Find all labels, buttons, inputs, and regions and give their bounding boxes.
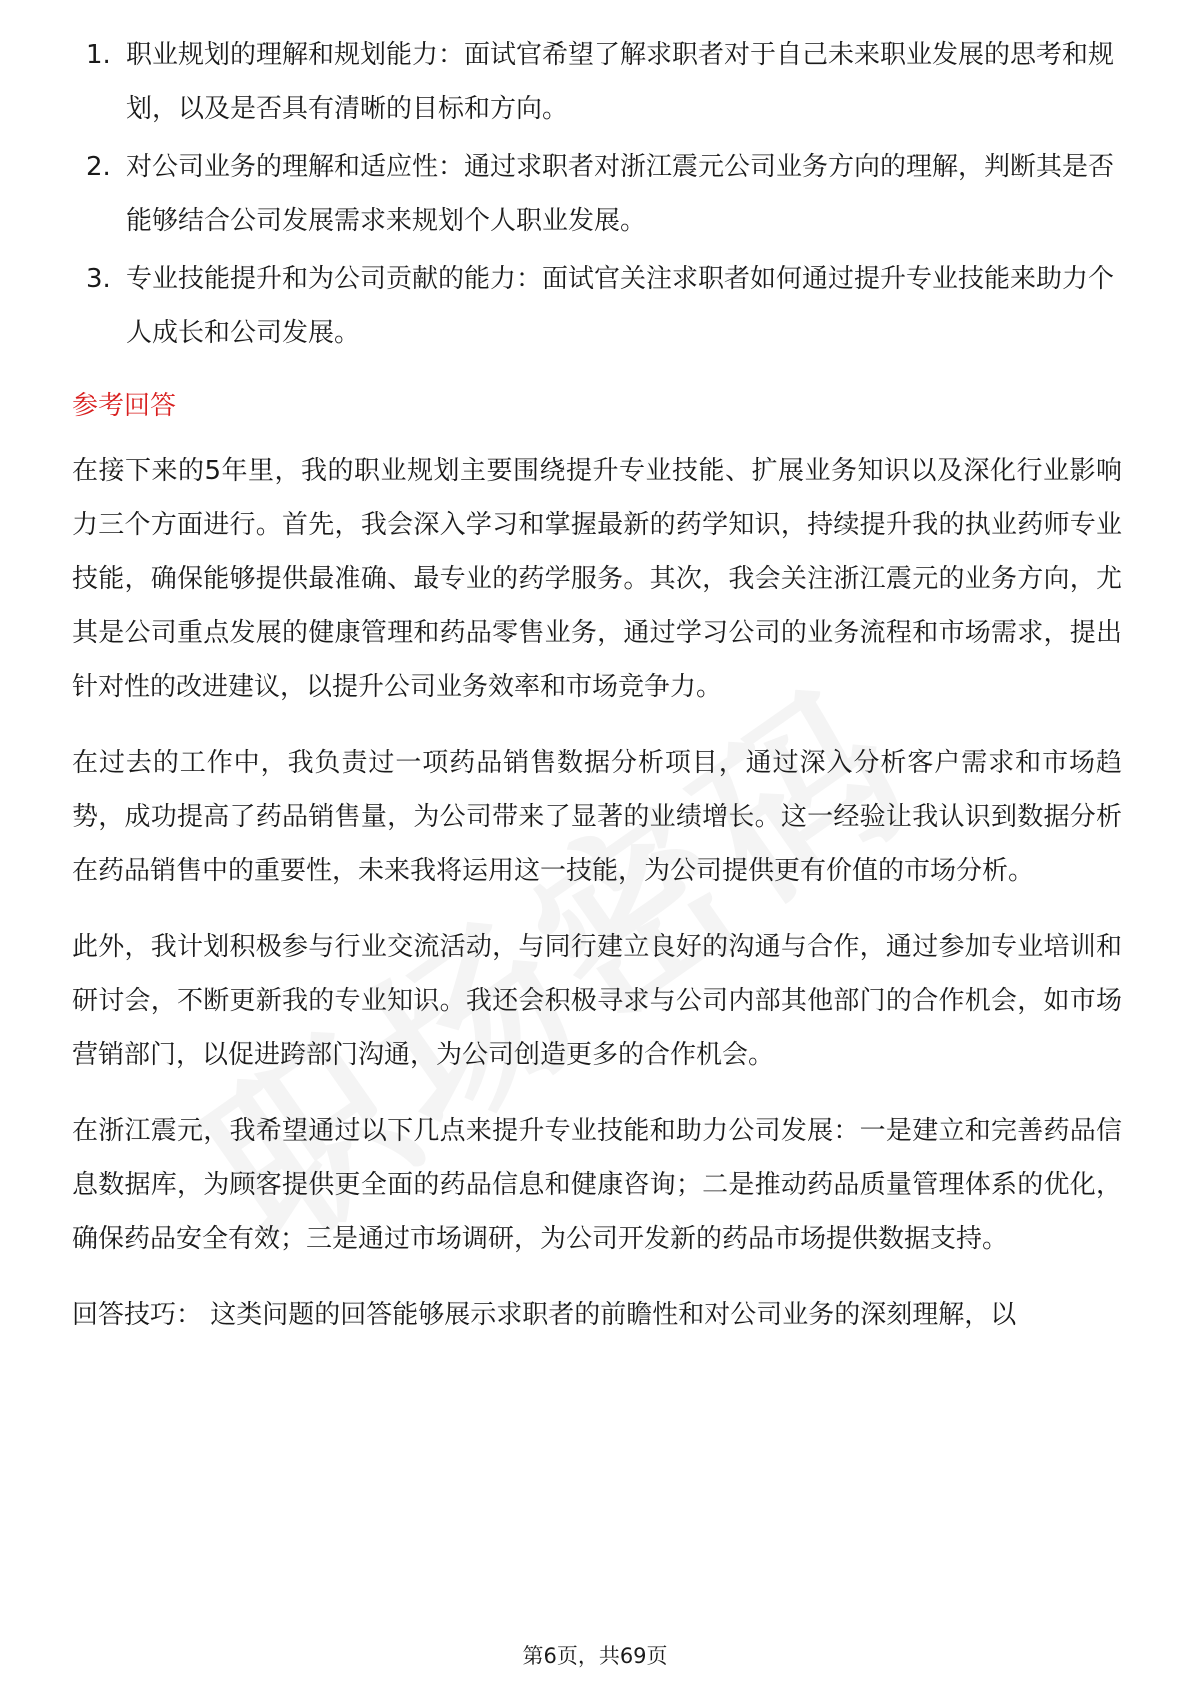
document-page xyxy=(72,28,1122,1342)
list-item-text: 专业技能提升和为公司贡献的能力：面试官关注求职者如何通过提升专业技能来助力个人成长和公司发展。 xyxy=(126,264,1115,348)
answer-tip: 回答技巧： 这类问题的回答能够展示求职者的前瞻性和对公司业务的深刻理解，以 xyxy=(72,1300,1017,1330)
list-item-text: 职业规划的理解和规划能力：面试官希望了解求职者对于自己未来职业发展的思考和规划，以及是否具有清晰的目标和方向。 xyxy=(126,40,1115,124)
answer-paragraph: 此外，我计划积极参与行业交流活动，与同行建立良好的沟通与合作，通过参加专业培训和研讨会，不断更新我的专业知识。我还会积极寻求与公司内部其他部门的合作机会，如市场营销部门，以促进跨部门沟通，为公司创造更多的合作机会。 xyxy=(72,932,1122,1070)
list-item xyxy=(72,28,1122,136)
evaluation-criteria-list xyxy=(72,28,1122,360)
list-number: 3. xyxy=(86,264,111,294)
answer-paragraph: 在浙江震元，我希望通过以下几点来提升专业技能和助力公司发展：一是建立和完善药品信息数据库，为顾客提供更全面的药品信息和健康咨询；二是推动药品质量管理体系的优化，确保药品安全有效；三是通过市场调研，为公司开发新的药品市场提供数据支持。 xyxy=(72,1116,1122,1254)
list-number: 2. xyxy=(86,152,111,182)
answer-paragraph: 在接下来的5年里，我的职业规划主要围绕提升专业技能、扩展业务知识以及深化行业影响力三个方面进行。首先，我会深入学习和掌握最新的药学知识，持续提升我的执业药师专业技能，确保能够提供最准确、最专业的药学服务。其次，我会关注浙江震元的业务方向，尤其是公司重点发展的健康管理和药品零售业务，通过学习公司的业务流程和市场需求，提出针对性的改进建议，以提升公司业务效率和市场竞争力。 xyxy=(72,456,1122,702)
answer-paragraph: 在过去的工作中，我负责过一项药品销售数据分析项目，通过深入分析客户需求和市场趋势，成功提高了药品销售量，为公司带来了显著的业绩增长。这一经验让我认识到数据分析在药品销售中的重要性，未来我将运用这一技能，为公司提供更有价值的市场分析。 xyxy=(72,748,1122,886)
list-item xyxy=(72,140,1122,248)
list-number: 1. xyxy=(86,40,111,70)
list-item xyxy=(72,252,1122,360)
section-title-reference-answer: 参考回答 xyxy=(72,391,177,421)
list-item-text: 对公司业务的理解和适应性：通过求职者对浙江震元公司业务方向的理解，判断其是否能够结合公司发展需求来规划个人职业发展。 xyxy=(126,152,1115,236)
page-number-footer: 第6页，共69页 xyxy=(522,1644,668,1668)
